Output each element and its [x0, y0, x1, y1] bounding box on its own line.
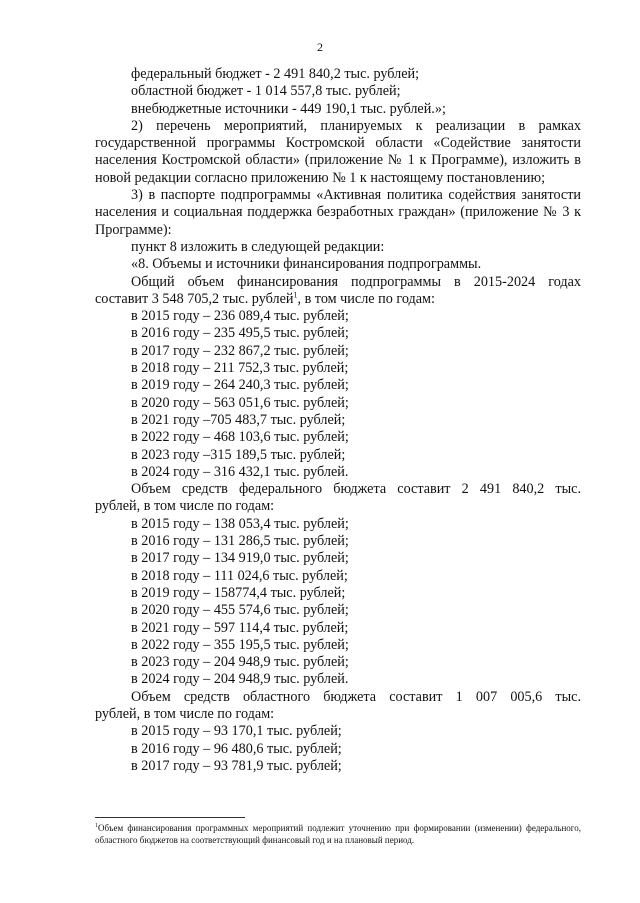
- total-year-row: в 2020 году – 563 051,6 тыс. рублей;: [131, 394, 349, 411]
- federal-year-row: в 2022 году – 355 195,5 тыс. рублей;: [131, 636, 349, 653]
- total-year-row: в 2024 году – 316 432,1 тыс. рублей.: [131, 463, 349, 480]
- footnote-divider: [95, 817, 245, 818]
- document-body: [95, 66, 581, 775]
- regional-budget-total-line: областной бюджет - 1 014 557,8 тыс. рублей;: [131, 83, 401, 100]
- footnote-text: Объем финансирования программных мероприятий подлежит уточнению при формировании (изменении) федерального, областного бюджетов на соответствующий финансовый год и на плановый период.: [95, 823, 581, 845]
- total-funding-line-2: [95, 291, 581, 308]
- federal-budget-total-line: федеральный бюджет - 2 491 840,2 тыс. рублей;: [131, 66, 420, 82]
- footnote-reference: 1: [293, 290, 298, 300]
- federal-intro-line-2: рублей, в том числе по годам:: [95, 498, 275, 515]
- page-number: 2: [317, 40, 323, 54]
- total-by-year-list: [95, 308, 581, 481]
- regional-intro-line-2: рублей, в том числе по годам:: [95, 705, 275, 722]
- regional-year-row: в 2015 году – 93 170,1 тыс. рублей;: [131, 723, 342, 740]
- federal-year-row: в 2017 году – 134 919,0 тыс. рублей;: [131, 550, 349, 567]
- federal-year-row: в 2023 году – 204 948,9 тыс. рублей;: [131, 654, 349, 671]
- total-year-row: в 2019 году – 264 240,3 тыс. рублей;: [131, 377, 349, 394]
- extrabudget-total-line: внебюджетные источники - 449 190,1 тыс. рублей.»;: [131, 100, 446, 117]
- item-2-paragraph: 2) перечень мероприятий, планируемых к реализации в рамках государственной программы Костромской области «Содействие занятости населения Костромской области» (приложение № 1 к Программе), изложить в новой редакции согласно приложению № 1 к настоящему постановлению;: [95, 117, 581, 186]
- federal-year-row: в 2018 году – 111 024,6 тыс. рублей;: [131, 567, 348, 584]
- point-8-title: «8. Объемы и источники финансирования подпрограммы.: [131, 256, 482, 273]
- point-8-instruction: пункт 8 изложить в следующей редакции:: [131, 238, 385, 255]
- total-year-row: в 2021 году –705 483,7 тыс. рублей;: [131, 411, 346, 428]
- total-year-row: в 2016 году – 235 495,5 тыс. рублей;: [131, 325, 349, 342]
- footnote-marker: 1: [95, 823, 98, 829]
- item-3-paragraph: 3) в паспорте подпрограммы «Активная политика содействия занятости населения и социальная поддержка безработных граждан» (приложение № 3 к Программе):: [95, 187, 581, 238]
- federal-year-row: в 2021 году – 597 114,4 тыс. рублей;: [131, 619, 349, 636]
- total-funding-amount: составит 3 548 705,2 тыс. рублей: [95, 290, 294, 307]
- total-year-row: в 2015 году – 236 089,4 тыс. рублей;: [131, 308, 349, 325]
- federal-year-row: в 2020 году – 455 574,6 тыс. рублей;: [131, 602, 349, 619]
- federal-year-row: в 2016 году – 131 286,5 тыс. рублей;: [131, 533, 349, 550]
- federal-year-row: в 2015 году – 138 053,4 тыс. рублей;: [131, 515, 349, 532]
- total-funding-tail: , в том числе по годам:: [297, 290, 435, 307]
- regional-year-row: в 2017 году – 93 781,9 тыс. рублей;: [131, 757, 342, 774]
- total-year-row: в 2018 году – 211 752,3 тыс. рублей;: [131, 360, 349, 377]
- regional-year-row: в 2016 году – 96 480,6 тыс. рублей;: [131, 740, 342, 757]
- federal-by-year-list: [95, 516, 581, 689]
- total-funding-line-1: Общий объем финансирования подпрограммы в 2015-2024 годах: [131, 273, 581, 290]
- federal-year-row: в 2019 году – 158774,4 тыс. рублей;: [131, 584, 346, 601]
- regional-by-year-list: [95, 723, 581, 775]
- federal-intro-line-1: Объем средств федерального бюджета составит 2 491 840,2 тыс.: [131, 481, 581, 498]
- total-year-row: в 2017 году – 232 867,2 тыс. рублей;: [131, 342, 349, 359]
- total-year-row: в 2022 году – 468 103,6 тыс. рублей;: [131, 429, 349, 446]
- total-year-row: в 2023 году –315 189,5 тыс. рублей;: [131, 446, 346, 463]
- regional-intro-line-1: Объем средств областного бюджета составит 1 007 005,6 тыс.: [131, 688, 581, 705]
- federal-year-row: в 2024 году – 204 948,9 тыс. рублей.: [131, 671, 349, 688]
- footnote: [95, 822, 581, 846]
